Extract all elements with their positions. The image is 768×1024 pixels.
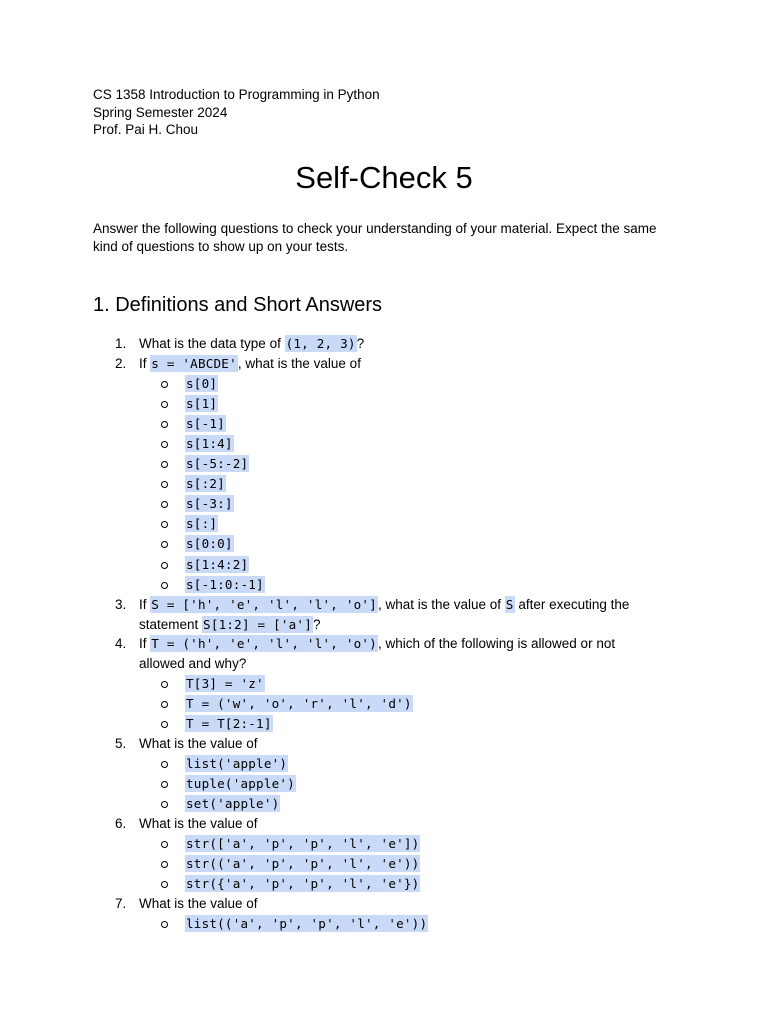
hollow-bullet-icon	[161, 381, 168, 388]
list-item	[139, 714, 683, 734]
hollow-bullet-icon	[161, 801, 168, 808]
question-text: statement	[139, 616, 203, 632]
list-item	[139, 555, 683, 575]
hollow-bullet-icon	[161, 761, 168, 768]
list-item	[139, 874, 683, 894]
semester: Spring Semester 2024	[93, 104, 228, 120]
section-heading: 1. Definitions and Short Answers	[93, 293, 383, 316]
question-text: If	[139, 636, 151, 652]
question-3	[93, 595, 683, 635]
question-text: What is the data type of	[139, 336, 285, 352]
question-text: after executing the	[514, 596, 630, 612]
code-snippet: s = 'ABCDE'	[151, 355, 237, 371]
sub-item-list	[139, 754, 683, 814]
hollow-bullet-icon	[161, 681, 168, 688]
code-snippet: s[1:4:2]	[186, 556, 249, 572]
code-snippet: s[:2]	[186, 476, 225, 492]
code-snippet: s[0]	[186, 375, 218, 391]
code-snippet: list(('a', 'p', 'p', 'l', 'e'))	[186, 916, 428, 932]
question-text: If	[139, 355, 151, 371]
question-5	[93, 734, 683, 814]
question-number: 4.	[115, 636, 127, 652]
question-1	[93, 334, 683, 354]
list-item	[139, 374, 683, 394]
hollow-bullet-icon	[161, 481, 168, 488]
code-snippet: T = ('w', 'o', 'r', 'l', 'd')	[186, 696, 412, 711]
list-item	[139, 914, 683, 934]
code-snippet: str(('a', 'p', 'p', 'l', 'e'))	[186, 856, 420, 872]
hollow-bullet-icon	[161, 841, 168, 848]
list-item	[139, 414, 683, 434]
hollow-bullet-icon	[161, 461, 168, 468]
document-page	[93, 86, 683, 934]
sub-item-list	[139, 374, 683, 595]
list-item	[139, 534, 683, 554]
page-title: Self-Check 5	[295, 159, 473, 195]
question-number: 5.	[115, 736, 127, 752]
sub-item-list	[139, 674, 683, 734]
code-snippet: s[-1]	[186, 415, 225, 431]
code-snippet: list('apple')	[186, 755, 288, 771]
code-snippet: s[-3:]	[186, 496, 233, 512]
list-item	[139, 474, 683, 494]
hollow-bullet-icon	[161, 421, 168, 428]
sub-item-list	[139, 914, 683, 934]
question-text: ?	[356, 336, 365, 352]
question-text: What is the value of	[139, 896, 258, 912]
hollow-bullet-icon	[161, 881, 168, 888]
code-snippet: s[-1:0:-1]	[186, 576, 264, 592]
code-snippet: T[3] = 'z'	[186, 675, 264, 691]
hollow-bullet-icon	[161, 701, 168, 708]
question-6	[93, 814, 683, 894]
code-snippet: s[0:0]	[186, 536, 233, 552]
code-snippet: s[:]	[186, 516, 218, 532]
list-item	[139, 774, 683, 794]
question-2	[93, 354, 683, 595]
code-snippet: S[1:2] = ['a']	[203, 616, 312, 632]
list-item	[139, 434, 683, 454]
question-4	[93, 634, 683, 734]
question-number: 7.	[115, 896, 127, 912]
code-snippet: tuple('apple')	[186, 776, 295, 792]
hollow-bullet-icon	[161, 501, 168, 508]
code-snippet: S = ['h', 'e', 'l', 'l', 'o']	[151, 596, 377, 612]
question-number: 3.	[115, 596, 127, 612]
list-item	[139, 854, 683, 874]
list-item	[139, 514, 683, 534]
question-7	[93, 894, 683, 934]
code-snippet: T = T[2:-1]	[186, 716, 272, 732]
list-item	[139, 575, 683, 595]
list-item	[139, 694, 683, 714]
hollow-bullet-icon	[161, 582, 168, 589]
hollow-bullet-icon	[161, 921, 168, 928]
sub-item-list	[139, 834, 683, 894]
question-text: , what is the value of	[377, 596, 505, 612]
professor: Prof. Pai H. Chou	[93, 122, 199, 137]
question-text: If	[139, 596, 151, 612]
question-text: What is the value of	[139, 816, 258, 832]
hollow-bullet-icon	[161, 781, 168, 788]
code-snippet: (1, 2, 3)	[285, 336, 356, 352]
code-snippet: s[1]	[186, 395, 218, 411]
code-snippet: T = ('h', 'e', 'l', 'l', 'o')	[151, 636, 377, 652]
hollow-bullet-icon	[161, 721, 168, 728]
question-list	[93, 334, 683, 934]
question-text: , what is the value of	[237, 355, 361, 371]
question-text: ?	[312, 616, 321, 632]
code-snippet: s[-5:-2]	[186, 456, 249, 472]
hollow-bullet-icon	[161, 401, 168, 408]
list-item	[139, 394, 683, 414]
code-snippet: s[1:4]	[186, 435, 233, 451]
question-number: 2.	[115, 355, 127, 371]
question-text: , which of the following is allowed or not	[377, 636, 616, 652]
code-snippet: S	[505, 596, 514, 612]
hollow-bullet-icon	[161, 521, 168, 528]
question-number: 6.	[115, 816, 127, 832]
code-snippet: str(['a', 'p', 'p', 'l', 'e'])	[186, 836, 420, 852]
list-item	[139, 494, 683, 514]
intro-paragraph: Answer the following questions to check your understanding of your material. Expect the same kind of questions to show up on your tests.	[93, 220, 657, 254]
list-item	[139, 754, 683, 774]
list-item	[139, 674, 683, 694]
hollow-bullet-icon	[161, 861, 168, 868]
code-snippet: str({'a', 'p', 'p', 'l', 'e'})	[186, 876, 420, 892]
hollow-bullet-icon	[161, 562, 168, 569]
question-text: What is the value of	[139, 736, 258, 752]
hollow-bullet-icon	[161, 441, 168, 448]
list-item	[139, 794, 683, 814]
course-name: CS 1358 Introduction to Programming in Python	[93, 87, 380, 102]
code-snippet: set('apple')	[186, 796, 280, 812]
list-item	[139, 454, 683, 474]
list-item	[139, 834, 683, 854]
question-text: allowed and why?	[139, 656, 247, 672]
hollow-bullet-icon	[161, 541, 168, 548]
question-number: 1.	[115, 336, 127, 352]
